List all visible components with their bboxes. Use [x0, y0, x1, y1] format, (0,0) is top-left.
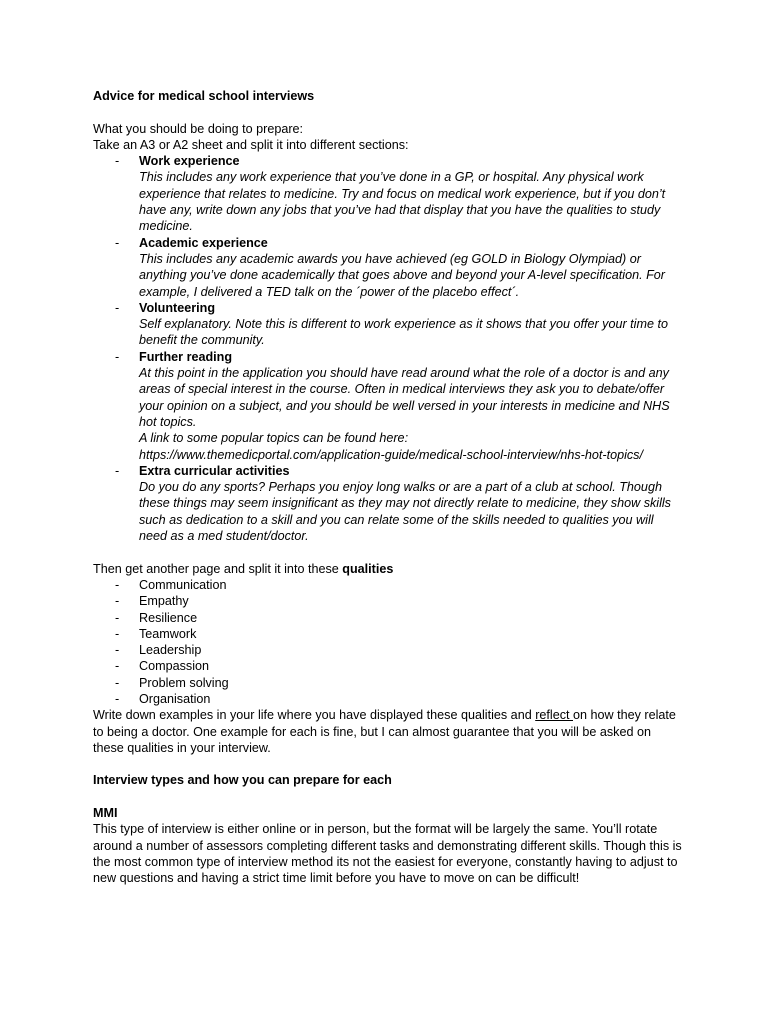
section-extra-curricular: [93, 463, 683, 544]
section-heading: - Work experience: [139, 154, 240, 169]
quality-item: - Problem solving: [93, 675, 683, 691]
section-body: Do you do any sports? Perhaps you enjoy long walks or are a part of a club at school. Though these things may seem insignificant as they may not directly relate to medicine, they show skills such as dedication to a skill and you can relate some of the skills needed to qualities you will need as a med student/doctor.: [139, 480, 671, 544]
section-heading: - Academic experience: [139, 235, 268, 250]
link-intro: A link to some popular topics can be found here:: [139, 431, 409, 446]
document-title: Advice for medical school interviews: [93, 89, 315, 103]
spacer: [93, 789, 683, 805]
qualities-list: [93, 577, 683, 707]
quality-item: - Communication: [93, 577, 683, 593]
quality-item: - Teamwork: [93, 626, 683, 642]
section-heading: - Further reading: [139, 349, 233, 364]
topics-link[interactable]: https://www.themedicportal.com/application-guide/medical-school-interview/nhs-hot-topics/: [139, 447, 643, 462]
section-body: At this point in the application you should have read around what the role of a doctor is and any areas of special interest in the course. Often in medical interviews they ask you to debate/offer your opinion on a subject, and you should be well versed in your interests in medicine and NHS hot topics.: [139, 366, 670, 429]
quality-item: - Resilience: [93, 610, 683, 626]
qualities-outro-before: Write down examples in your life where you have displayed these qualities and: [93, 708, 536, 723]
section-body: This includes any academic awards you have achieved (eg GOLD in Biology Olympiad) or anything you’ve done academically that goes above and beyond your A-level specification. For example, I delivered a TED talk on the ´power of the placebo effect´.: [139, 251, 665, 299]
interview-types-heading: Interview types and how you can prepare for each: [93, 773, 392, 788]
spacer: [93, 104, 683, 120]
quality-item: - Empathy: [93, 593, 683, 609]
reflect-underlined: reflect: [535, 708, 573, 723]
section-heading: - Volunteering: [139, 300, 216, 315]
section-body: Self explanatory. Note this is different to work experience as it shows that you offer your time to benefit the community.: [139, 317, 668, 348]
section-further-reading: [93, 349, 683, 463]
qualities-outro-after: on how they relate to being a doctor. One example for each is fine, but I can almost guarantee that you will be asked on these qualities in your interview.: [93, 708, 676, 755]
section-academic-experience: [93, 235, 683, 300]
quality-item: - Leadership: [93, 642, 683, 658]
qualities-intro-bold: qualities: [342, 561, 394, 576]
section-heading: - Extra curricular activities: [139, 463, 290, 478]
mmi-body: This type of interview is either online or in person, but the format will be largely the same. You’ll rotate around a number of assessors completing different tasks and demonstrating different skills. Though this is the most common type of interview method its not the easiest for everyone, constantly having to adjust to new questions and having a strict time limit before you have to move on can be difficult!: [93, 822, 682, 886]
sections-list: [93, 153, 683, 544]
quality-item: - Organisation: [93, 691, 683, 707]
quality-item: - Compassion: [93, 658, 683, 674]
mmi-heading: MMI: [93, 806, 118, 821]
prep-intro-1: What you should be doing to prepare:: [93, 121, 304, 136]
spacer: [93, 756, 683, 772]
qualities-intro-text: Then get another page and split it into these: [93, 561, 343, 576]
prep-intro-2: Take an A3 or A2 sheet and split it into different sections:: [93, 137, 409, 152]
document-page: [93, 88, 683, 887]
qualities-intro: [93, 561, 683, 577]
section-body: This includes any work experience that you’ve done in a GP, or hospital. Any physical work experience that relates to medicine. Try and focus on medical work experience, but if you don’t have any, write down any jobs that you’ve had that display that you have the qualities to study medicine.: [139, 170, 666, 234]
section-volunteering: [93, 300, 683, 349]
section-work-experience: [93, 153, 683, 234]
spacer: [93, 544, 683, 560]
qualities-outro: [93, 707, 683, 756]
